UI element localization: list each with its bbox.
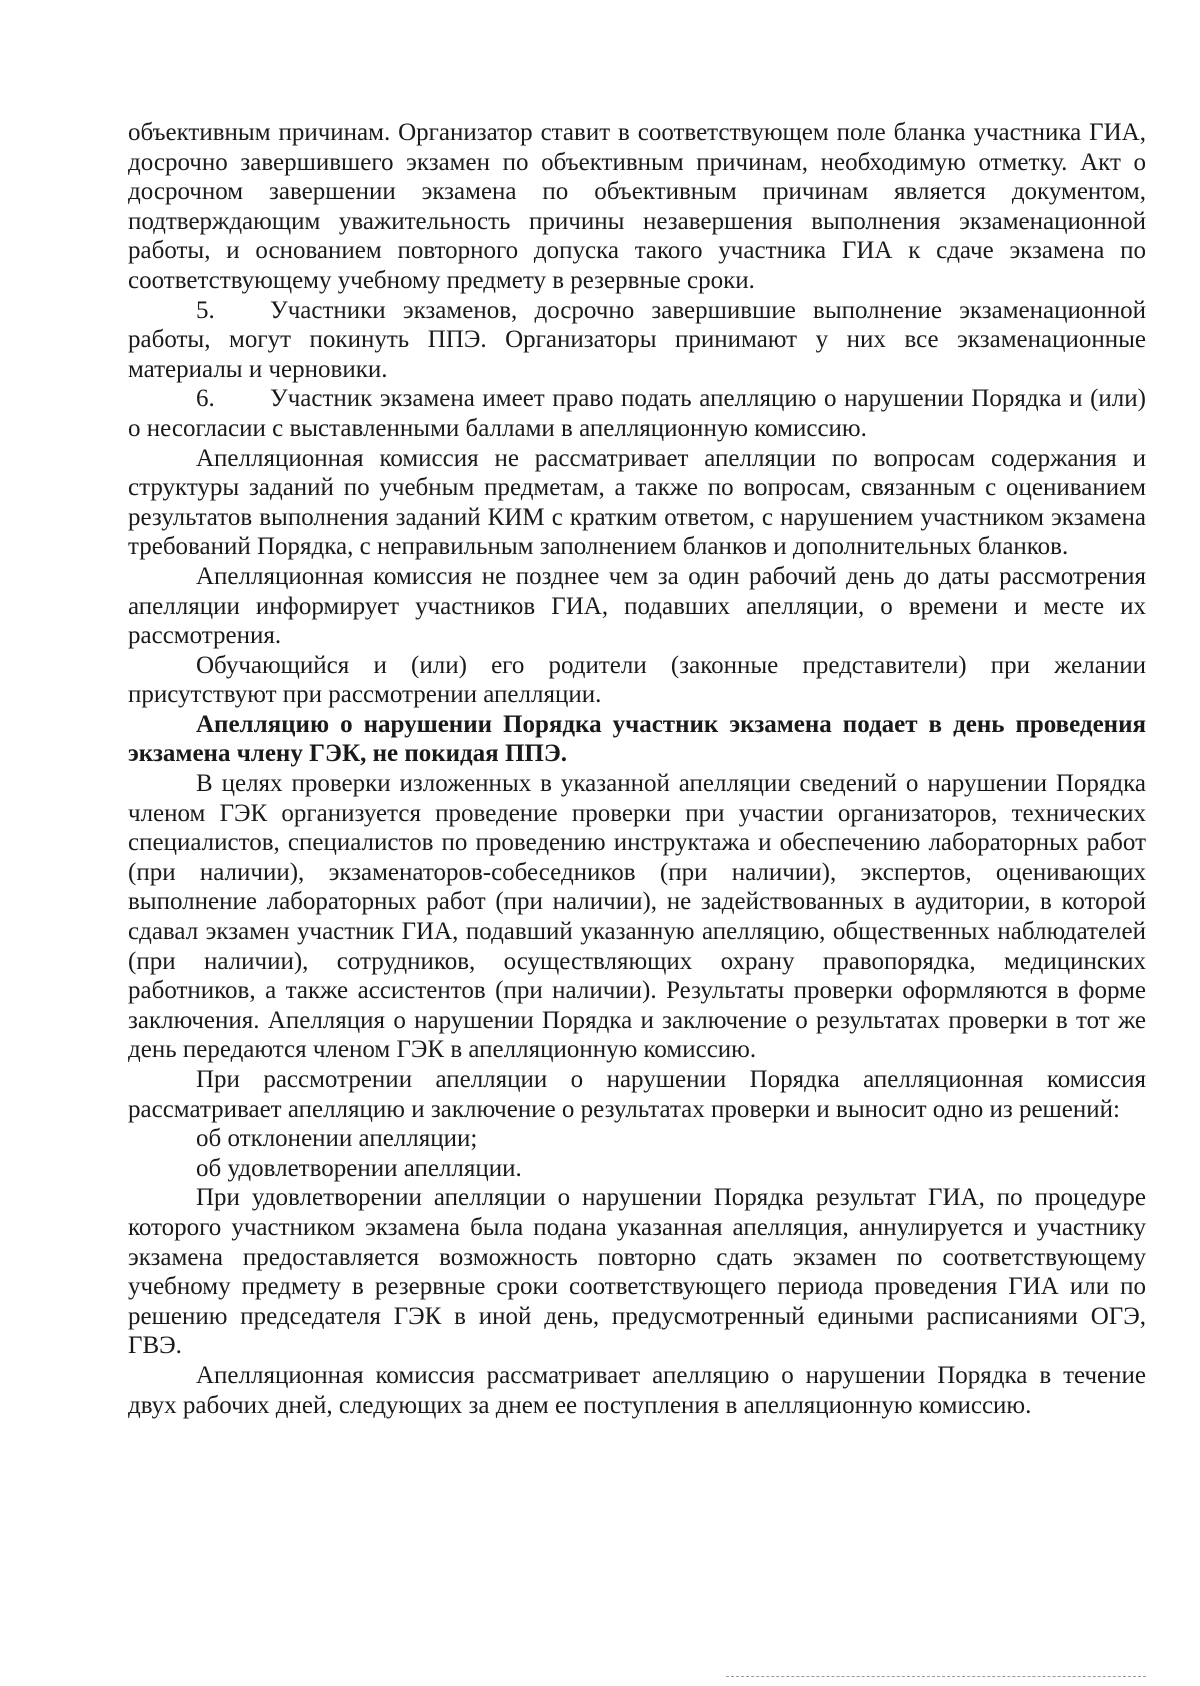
paragraph-item-6: [128, 384, 1146, 443]
paragraph-item-5: [128, 296, 1146, 385]
item-text: Участники экзаменов, досрочно завершившие выполнение экзаменационной работы, могут покинуть ППЭ. Организаторы принимают у них все экзаменационные материалы и черновики.: [128, 296, 1146, 383]
footer-divider: [726, 1676, 1146, 1677]
list-item-reject: об отклонении апелляции;: [196, 1125, 478, 1153]
paragraph-commission-notice: Апелляционная комиссия не позднее чем за один рабочий день до даты рассмотрения апелляции информирует участников ГИА, подавших апелляции, о времени и месте их рассмотрения.: [128, 562, 1146, 650]
paragraph-bold-rule: Апелляцию о нарушении Порядка участник экзамена подает в день проведения экзамена члену ГЭК, не покидая ППЭ.: [128, 710, 1146, 768]
paragraph-parents: Обучающийся и (или) его родители (законные представители) при желании присутствуют при рассмотрении апелляции.: [128, 651, 1146, 709]
list-item-satisfy: об удовлетворении апелляции.: [196, 1154, 522, 1182]
item-number: 5.: [196, 296, 215, 324]
item-text: Участник экзамена имеет право подать апелляцию о нарушении Порядка и (или) о несогласии с выставленными баллами в апелляционную комиссию.: [128, 385, 1146, 442]
item-number: 6.: [196, 385, 215, 413]
paragraph-deadline: Апелляционная комиссия рассматривает апелляцию о нарушении Порядка в течение двух рабочих дней, следующих за днем ее поступления в апелляционную комиссию.: [128, 1361, 1146, 1419]
document-page: [128, 118, 1146, 1420]
paragraph-annulment: При удовлетворении апелляции о нарушении Порядка результат ГИА, по процедуре которого участником экзамена была подана указанная апелляция, аннулируется и участнику экзамена предоставляется возможность повторно сдать экзамен по соответствующему учебному предмету в резервные сроки соответствующего периода проведения ГИА или по решению председателя ГЭК в иной день, предусмотренный едиными расписаниями ОГЭ, ГВЭ.: [128, 1184, 1146, 1360]
paragraph-decisions-intro: При рассмотрении апелляции о нарушении Порядка апелляционная комиссия рассматривает апелляцию и заключение о результатах проверки и выносит одно из решений:: [128, 1066, 1146, 1123]
paragraph-verification: В целях проверки изложенных в указанной апелляции сведений о нарушении Порядка членом ГЭК организуется проведение проверки при участии организаторов, технических специалистов, специалистов по проведению инструктажа и обеспечению лабораторных работ (при наличии), экзаменаторов-собеседников (при наличии), экспертов, оценивающих выполнение лабораторных работ (при наличии), не задействованных в аудитории, в которой сдавал экзамен участник ГИА, подавший указанную апелляцию, общественных наблюдателей (при наличии), сотрудников, осуществляющих охрану правопорядка, медицинских работников, а также ассистентов (при наличии). Результаты проверки оформляются в форме заключения. Апелляция о нарушении Порядка и заключение о результатах проверки в тот же день передаются членом ГЭК в апелляционную комиссию.: [128, 770, 1146, 1064]
paragraph-commission-scope: Апелляционная комиссия не рассматривает апелляции по вопросам содержания и структуры заданий по учебным предметам, а также по вопросам, связанным с оцениванием результатов выполнения заданий КИМ с кратким ответом, с нарушением участником экзамена требований Порядка, с неправильным заполнением бланков и дополнительных бланков.: [128, 444, 1146, 561]
paragraph-continuation: объективным причинам. Организатор ставит в соответствующем поле бланка участника ГИА, досрочно завершившего экзамен по объективным причинам, необходимую отметку. Акт о досрочном завершении экзамена по объективным причинам является документом, подтверждающим уважительность причины незавершения выполнения экзаменационной работы, и основанием повторного допуска такого участника ГИА к сдаче экзамена по соответствующему учебному предмету в резервные сроки.: [128, 119, 1146, 294]
